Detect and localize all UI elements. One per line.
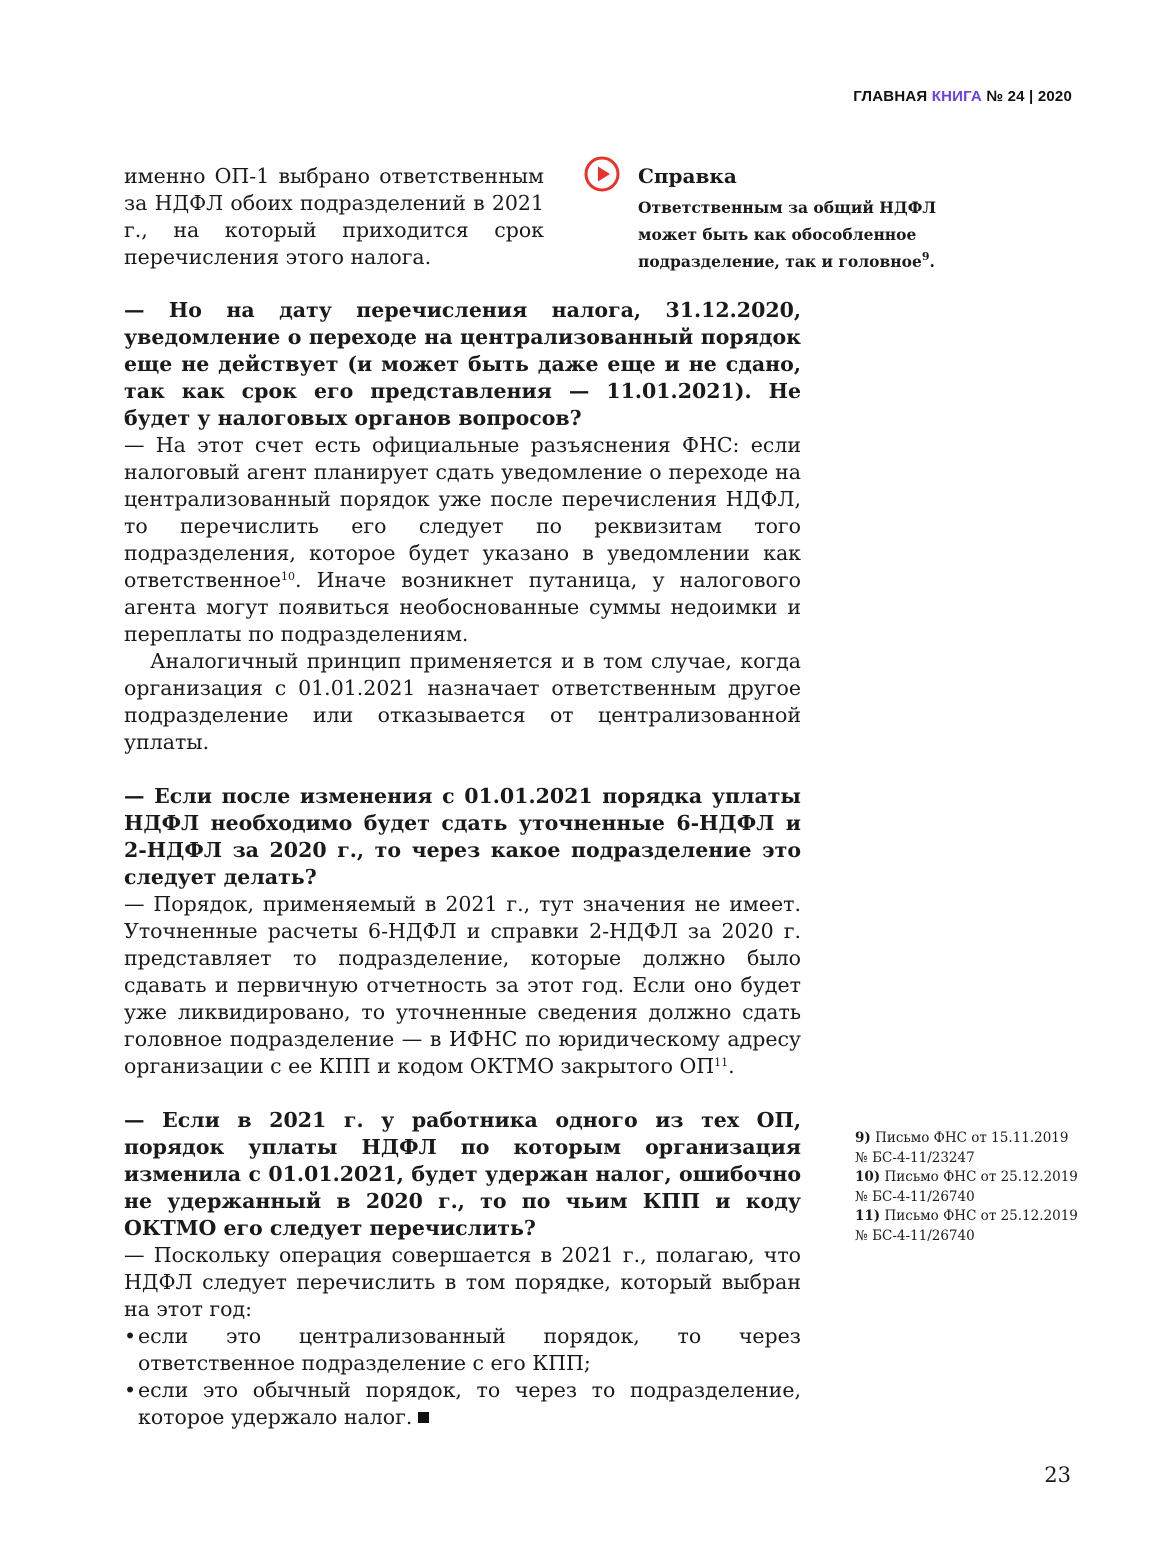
answer-1: — На этот счет есть официальные разъяснения ФНС: если налоговый агент планирует сдать уведомление о переходе на централизованный порядок уже после перечисления НДФЛ, то перечислить его следует по реквизитам того подразделения, которое будет указано в уведомлении как ответственное$^{10}$. Иначе возникнет путаница, у налогового агента могут появиться необоснованные суммы недоимки и переплаты по подразделениям. xyxy=(124,433,801,646)
answer-1-paragraph: Аналогичный принцип применяется и в том случае, когда организация с 01.01.2021 назначает ответственным другое подразделение или отказывается от централизованной уплаты. xyxy=(124,649,801,754)
page-header xyxy=(853,88,1072,105)
answer-3: — Поскольку операция совершается в 2021 г., полагаю, что НДФЛ следует перечислить в том порядке, который выбран на этот год: xyxy=(124,1243,801,1321)
brand-accent: КНИГА xyxy=(931,88,982,105)
note-title: Справка xyxy=(638,164,737,188)
page-number: 23 xyxy=(1044,1463,1071,1487)
footnote-9: 9) Письмо ФНС от 15.11.2019 № БС-4-11/23247 xyxy=(855,1130,1069,1166)
note-text: Ответственным за общий НДФЛ может быть как обособленное подразделение, так и головное$^9$. xyxy=(638,198,937,271)
question-3: — Если в 2021 г. у работника одного из тех ОП, порядок уплаты НДФЛ по которым организация изменила с 01.01.2021, будет удержан налог, ошибочно не удержанный в 2020 г., то по чьим КПП и коду ОКТМО его следует перечислить? xyxy=(124,1108,801,1240)
footnote-ref-11: 11 xyxy=(714,1056,729,1069)
answer-2: — Порядок, применяемый в 2021 г., тут значения не имеет. Уточненные расчеты 6-НДФЛ и справки 2-НДФЛ за 2020 г. представляет то подразделение, которые должно было сдавать и первичную отчетность за этот год. Если оно будет уже ликвидировано, то уточненные сведения должно сдать головное подразделение — в ИФНС по юридическому адресу организации с ее КПП и кодом ОКТМО закрытого ОП$^{11}$. xyxy=(124,892,801,1078)
question-1: — Но на дату перечисления налога, 31.12.2020, уведомление о переходе на централизованный порядок еще не действует (и может быть даже еще и не сдано, так как срок его представления — 11.01.2021). Не будет у налоговых органов вопросов? xyxy=(124,298,801,430)
issue-number: № 24 | 2020 xyxy=(986,88,1072,105)
brand-main: ГЛАВНАЯ xyxy=(853,88,928,105)
list-item: • если это обычный порядок, то через то подразделение, которое удержало налог. xyxy=(124,1377,801,1431)
footnote-10: 10) Письмо ФНС от 25.12.2019 № БС-4-11/26740 xyxy=(855,1169,1078,1205)
question-2: — Если после изменения с 01.01.2021 порядка уплаты НДФЛ необходимо будет сдать уточненные 6-НДФЛ и 2-НДФЛ за 2020 г., то через какое подразделение это следует делать? xyxy=(124,784,801,889)
list-item: • если это централизованный порядок, то через ответственное подразделение с его КПП; xyxy=(124,1323,801,1377)
answer-3-list xyxy=(124,1323,801,1431)
end-mark-icon xyxy=(418,1412,429,1423)
footnote-ref-10: 10 xyxy=(281,570,295,583)
footnotes xyxy=(855,1129,1085,1246)
play-icon xyxy=(584,156,620,192)
intro-paragraph: именно ОП-1 выбрано ответственным за НДФЛ обоих подразделений в 2021 г., на который приходится срок перечисления этого налога. xyxy=(124,164,544,269)
footnote-11: 11) Письмо ФНС от 25.12.2019 № БС-4-11/26740 xyxy=(855,1208,1078,1244)
footnote-ref-9: 9 xyxy=(921,250,930,263)
article-body xyxy=(124,297,801,1431)
